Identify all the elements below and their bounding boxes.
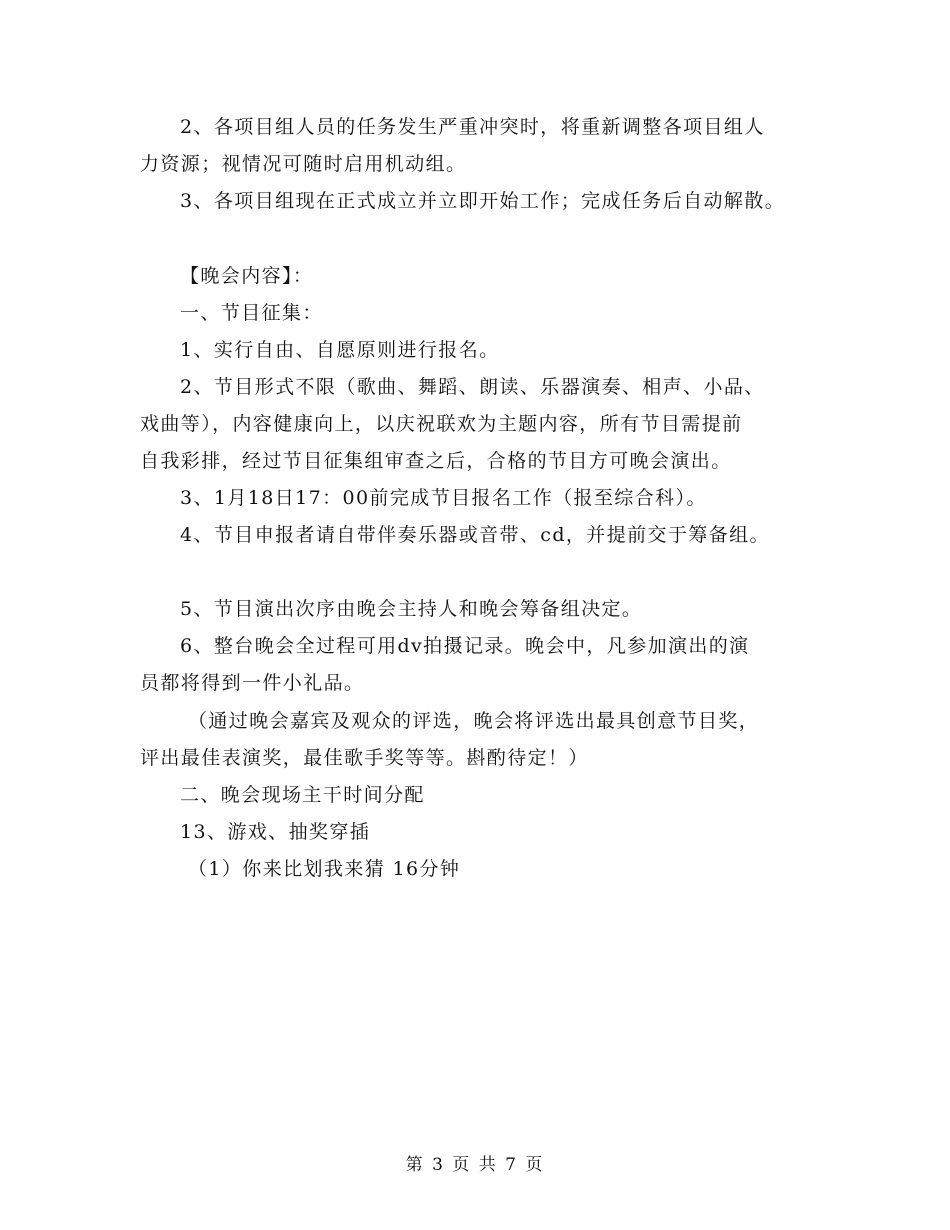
paragraph-line: 2、节目形式不限（歌曲、舞蹈、朗读、乐器演奏、相声、小品、 [180, 376, 765, 398]
paragraph-line: 戏曲等），内容健康向上，以庆祝联欢为主题内容，所有节目需提前 [140, 413, 743, 435]
paragraph-line: 力资源；视情况可随时启用机动组。 [140, 153, 467, 175]
paragraph-line: （1）你来比划我来猜 16分钟 [188, 858, 461, 880]
paragraph-line: 3、各项目组现在正式成立并立即开始工作；完成任务后自动解散。 [180, 190, 786, 212]
paragraph-line: 2、各项目组人员的任务发生严重冲突时，将重新调整各项目组人 [180, 116, 765, 138]
section-heading: 【晚会内容】： [180, 265, 314, 287]
paragraph-line: 员都将得到一件小礼品。 [140, 672, 365, 694]
paragraph-line: 13、游戏、抽奖穿插 [180, 821, 371, 843]
paragraph-line: 1、实行自由、自愿原则进行报名。 [180, 339, 500, 361]
paragraph-line: 3、1月18日17：00前完成节目报名工作（报至综合科）。 [180, 487, 707, 509]
page-number-footer: 第 3 页 共 7 页 [405, 1155, 545, 1175]
paragraph-line: 6、整台晚会全过程可用dv拍摄记录。晚会中，凡参加演出的演 [180, 635, 750, 657]
paragraph-line: 4、节目申报者请自带伴奏乐器或音带、cd，并提前交于筹备组。 [180, 524, 770, 546]
subsection-heading: 一、节目征集： [180, 302, 323, 324]
paragraph-line: 5、节目演出次序由晚会主持人和晚会筹备组决定。 [180, 598, 643, 620]
subsection-heading: 二、晚会现场主干时间分配 [180, 784, 425, 806]
paragraph-line: （通过晚会嘉宾及观众的评选，晚会将评选出最具创意节目奖， [188, 710, 760, 732]
paragraph-line: 自我彩排，经过节目征集组审查之后，合格的节目方可晚会演出。 [140, 450, 732, 472]
paragraph-line: 评出最佳表演奖，最佳歌手奖等等。斟酌待定！） [140, 747, 589, 769]
